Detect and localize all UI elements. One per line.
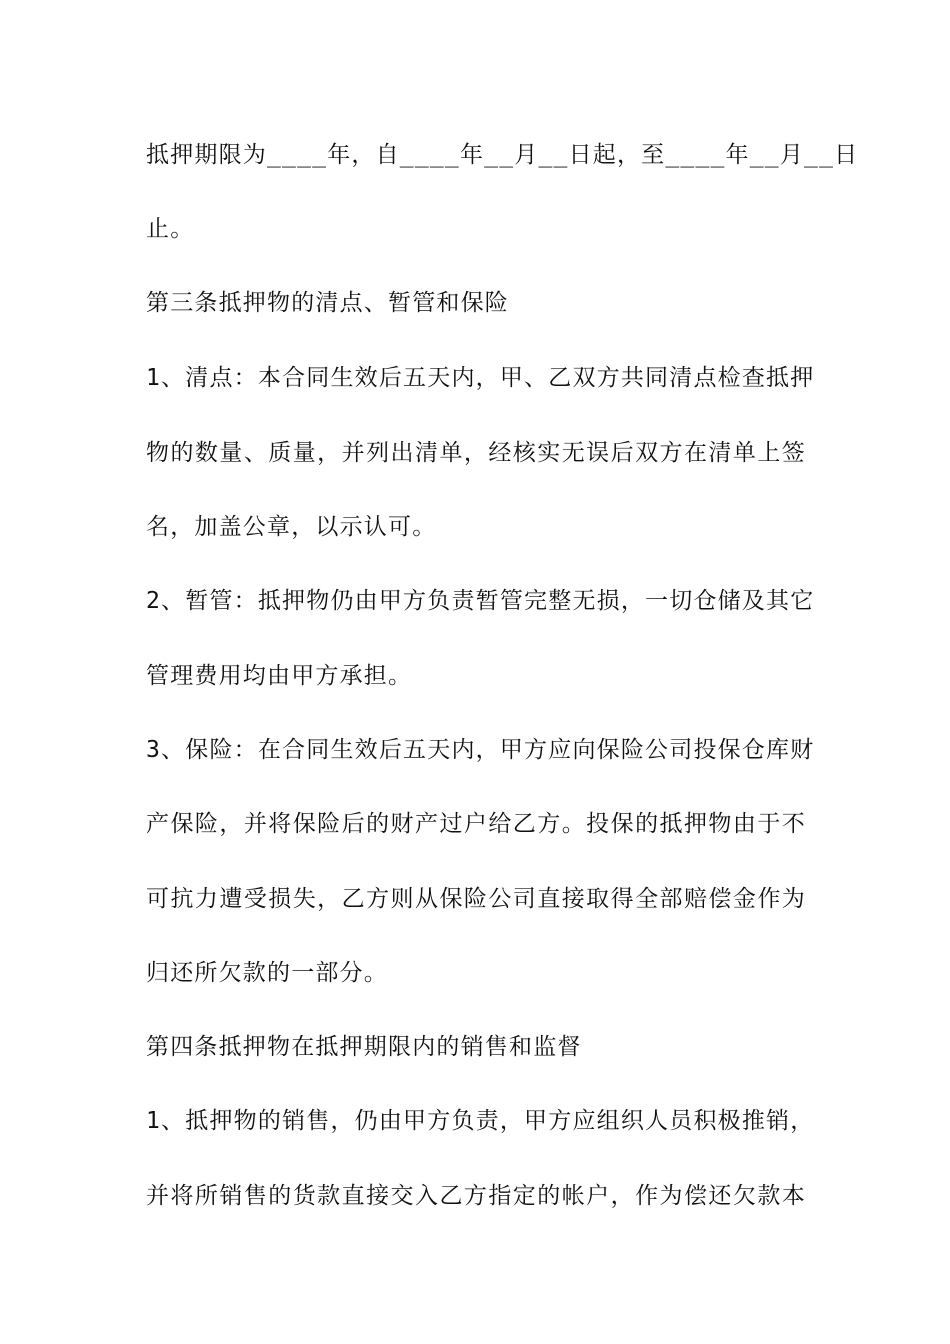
- text-line-clause-2-end: 管理费用均由甲方承担。: [146, 663, 413, 689]
- text-line-sales-clause-cont: 并将所销售的货款直接交入乙方指定的帐户，作为偿还欠款本: [146, 1183, 806, 1209]
- text-line-clause-1: 1、清点：本合同生效后五天内，甲、乙双方共同清点检查抵押: [146, 365, 815, 391]
- text-line-term: 抵押期限为____年，自____年__月__日起，至____年__月__日: [146, 142, 859, 168]
- text-line-clause-3-cont: 产保险，并将保险后的财产过户给乙方。投保的抵押物由于不: [146, 811, 806, 837]
- section-heading-article-4: 第四条抵押物在抵押期限内的销售和监督: [146, 1034, 582, 1060]
- text-line-clause-1-cont: 物的数量、质量，并列出清单，经核实无误后双方在清单上签: [146, 440, 806, 466]
- text-line-sales-clause: 1、抵押物的销售，仍由甲方负责，甲方应组织人员积极推销，: [146, 1108, 815, 1134]
- text-line-clause-2: 2、暂管：抵押物仍由甲方负责暂管完整无损，一切仓储及其它: [146, 588, 815, 614]
- text-line-clause-3: 3、保险：在合同生效后五天内，甲方应向保险公司投保仓库财: [146, 737, 815, 763]
- section-heading-article-3: 第三条抵押物的清点、暂管和保险: [146, 290, 509, 316]
- text-line-clause-1-end: 名，加盖公章，以示认可。: [146, 514, 437, 540]
- text-line-term-end: 止。: [146, 216, 195, 242]
- text-line-clause-3-cont-2: 可抗力遭受损失，乙方则从保险公司直接取得全部赔偿金作为: [146, 886, 806, 912]
- text-line-clause-3-end: 归还所欠款的一部分。: [146, 960, 388, 986]
